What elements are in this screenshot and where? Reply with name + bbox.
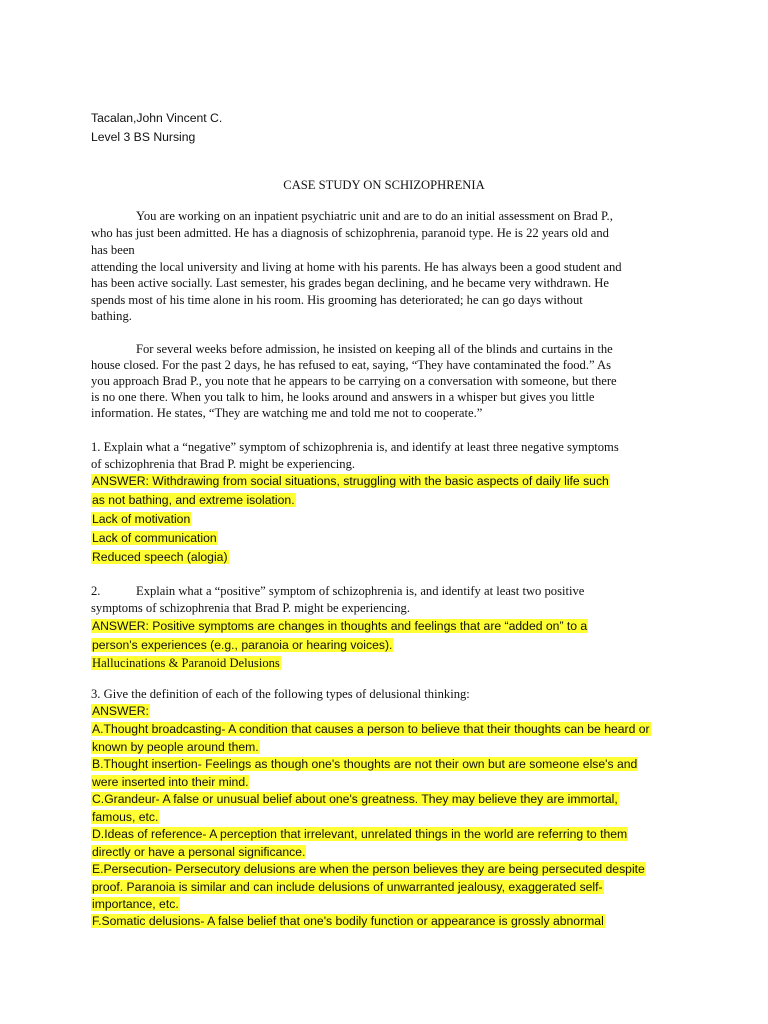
q3-answer-d-line-1: D.Ideas of reference- A perception that irrelevant, unrelated things in the world are referring to them <box>92 827 628 841</box>
document-title: CASE STUDY ON SCHIZOPHRENIA <box>283 178 485 192</box>
q3-answer-d-line-2: directly or have a personal significance. <box>92 845 306 859</box>
para1-line-3: has been <box>91 243 135 257</box>
q3-answer-a-line-2: known by people around them. <box>92 740 259 754</box>
q1-answer-line-2: as not bathing, and extreme isolation. <box>92 493 295 507</box>
para2-line-3: you approach Brad P., you note that he appears to be carrying on a conversation with someone, but there <box>91 374 617 388</box>
q3-answer-c-line-1: C.Grandeur- A false or unusual belief about one's greatness. They may believe they are immortal, <box>92 792 618 806</box>
q2-number: 2. <box>91 584 101 598</box>
q2-answer-line-2: person's experiences (e.g., paranoia or hearing voices). <box>92 638 393 652</box>
q3-question: 3. Give the definition of each of the following types of delusional thinking: <box>91 687 470 701</box>
q3-answer-e-line-1: E.Persecution- Persecutory delusions are when the person believes they are being persecuted despite <box>92 862 645 876</box>
q1-answer-line-3: Lack of motivation <box>92 512 191 526</box>
para1-line-2: who has just been admitted. He has a diagnosis of schizophrenia, paranoid type. He is 22 years old and <box>91 226 609 240</box>
q3-answer-b-line-2: were inserted into their mind. <box>92 775 249 789</box>
para1-line-1: You are working on an inpatient psychiatric unit and are to do an initial assessment on Brad P., <box>136 209 613 223</box>
q2-question-line-2: symptoms of schizophrenia that Brad P. might be experiencing. <box>91 601 410 615</box>
para1-line-5: has been active socially. Last semester, his grades began declining, and he became very withdrawn. He <box>91 276 609 290</box>
para2-line-2: house closed. For the past 2 days, he has refused to eat, saying, “They have contaminated the food.” As <box>91 358 612 372</box>
student-name: Tacalan,John Vincent C. <box>91 111 223 125</box>
para2-line-4: is no one there. When you talk to him, he looks around and answers in a whisper but gives you little <box>91 390 595 404</box>
q2-question-line-1: Explain what a “positive” symptom of schizophrenia is, and identify at least two positive <box>136 584 585 598</box>
q3-answer-e-line-3: importance, etc. <box>92 897 179 911</box>
para2-line-5: information. He states, “They are watching me and told me not to cooperate.” <box>91 406 483 420</box>
q3-answer-label: ANSWER: <box>92 704 149 718</box>
para1-line-6: spends most of his time alone in his room. His grooming has deteriorated; he can go days without <box>91 293 583 307</box>
q3-answer-b-line-1: B.Thought insertion- Feelings as though one's thoughts are not their own but are someone else's and <box>92 757 638 771</box>
q1-answer-line-4: Lack of communication <box>92 531 217 545</box>
q2-extra-answer: Hallucinations & Paranoid Delusions <box>92 656 280 670</box>
student-level: Level 3 BS Nursing <box>91 130 196 144</box>
q3-answer-a-line-1: A.Thought broadcasting- A condition that causes a person to believe that their thoughts can be heard or <box>92 722 650 736</box>
para1-line-4: attending the local university and living at home with his parents. He has always been a good student and <box>91 260 622 274</box>
q3-answer-e-line-2: proof. Paranoia is similar and can include delusions of unwarranted jealousy, exaggerated self- <box>92 880 603 894</box>
q1-answer-line-5: Reduced speech (alogia) <box>92 550 228 564</box>
q3-answer-c-line-2: famous, etc. <box>92 810 159 824</box>
q3-answer-f-line-1: F.Somatic delusions- A false belief that one's bodily function or appearance is grossly abnormal <box>92 914 604 928</box>
q1-question-line-1: 1. Explain what a “negative” symptom of schizophrenia is, and identify at least three negative symptoms <box>91 440 619 454</box>
para2-line-1: For several weeks before admission, he insisted on keeping all of the blinds and curtains in the <box>136 342 613 356</box>
para1-line-7: bathing. <box>91 309 132 323</box>
q1-answer-line-1: ANSWER: Withdrawing from social situations, struggling with the basic aspects of daily life such <box>92 474 609 488</box>
q2-answer-line-1: ANSWER: Positive symptoms are changes in thoughts and feelings that are “added on” to a <box>92 619 588 633</box>
q1-question-line-2: of schizophrenia that Brad P. might be experiencing. <box>91 457 356 471</box>
